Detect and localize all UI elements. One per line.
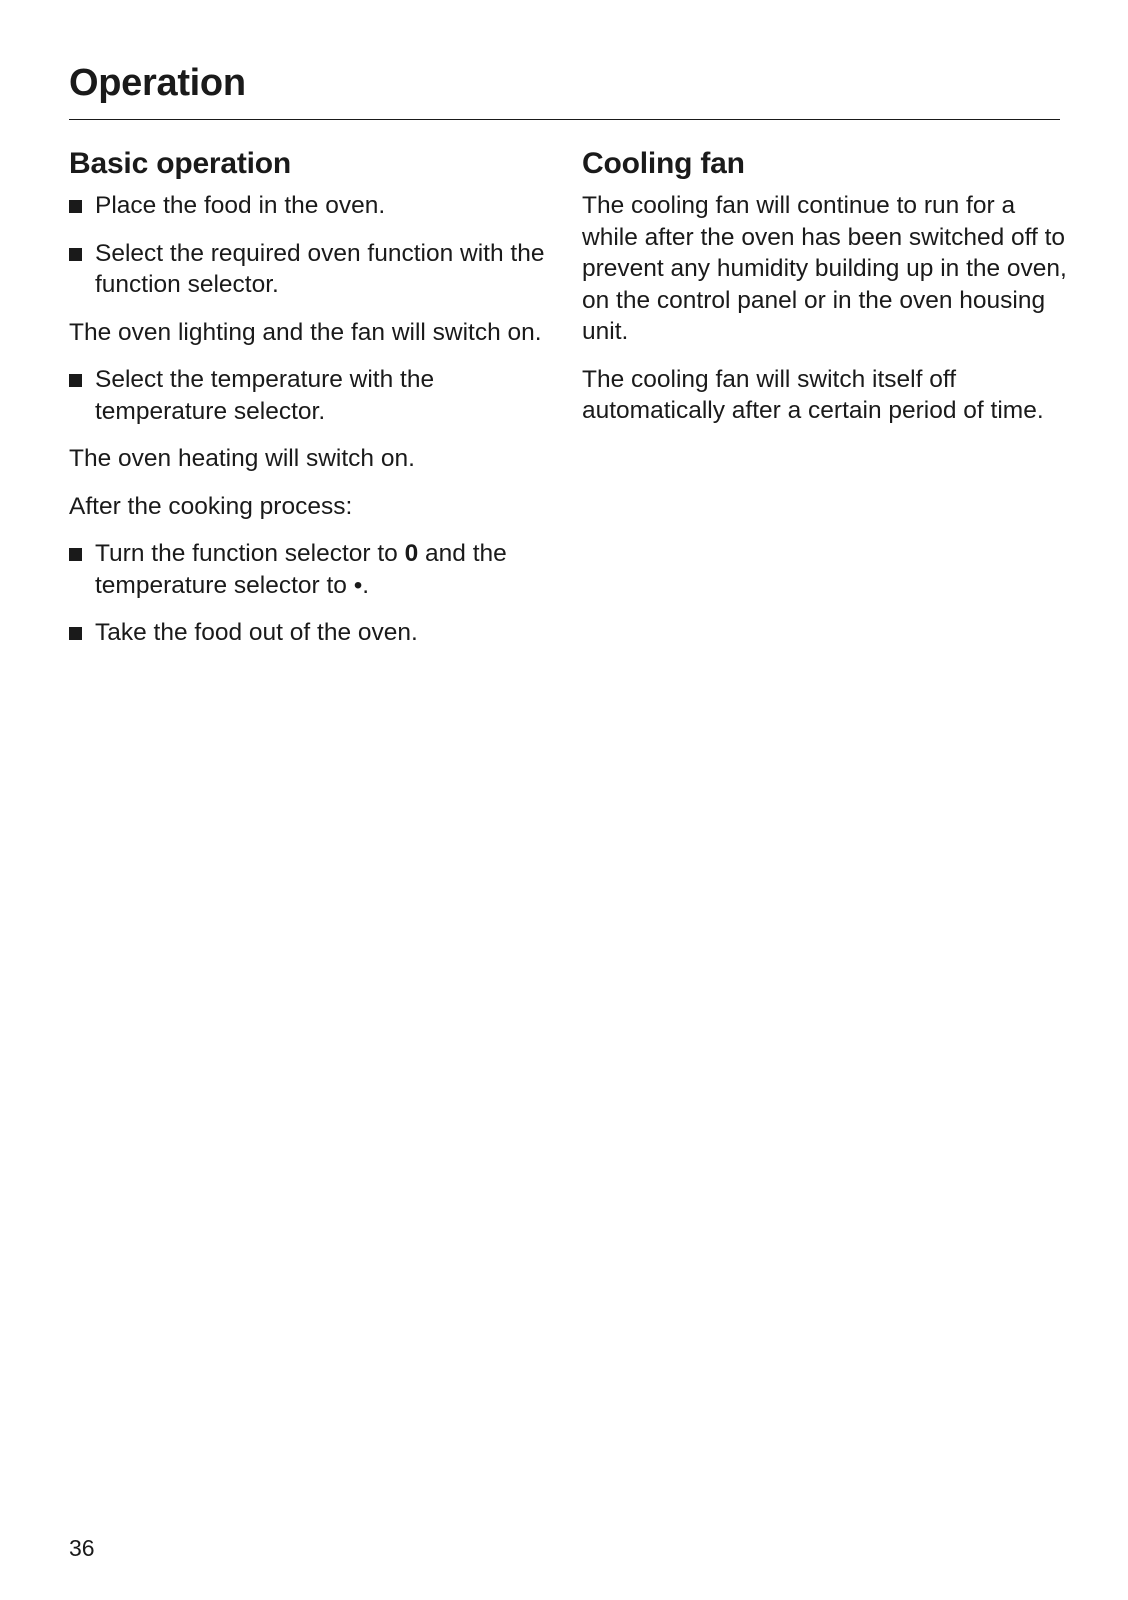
cooling-fan-section xyxy=(582,146,1072,443)
page-number: 36 xyxy=(69,1535,95,1561)
note-lighting-fan: The oven lighting and the fan will switch on. xyxy=(69,318,542,346)
step-text: Place the food in the oven. xyxy=(95,192,386,219)
square-bullet-icon xyxy=(69,627,82,640)
note-heating: The oven heating will switch on. xyxy=(69,445,415,472)
step-text: Select the temperature with the temperature selector. xyxy=(95,366,435,425)
basic-operation-heading: Basic operation xyxy=(69,147,292,180)
title-divider xyxy=(69,119,1060,120)
cooling-fan-paragraph-1: The cooling fan will continue to run for a while after the oven has been switched off to prevent any humidity building up in the oven, on the control panel or in the oven housing unit. xyxy=(582,192,1067,345)
after-cooking-label: After the cooking process: xyxy=(69,492,353,520)
cooling-fan-paragraph-2: The cooling fan will switch itself off automatically after a certain period of time. xyxy=(582,365,1044,424)
square-bullet-icon xyxy=(69,374,82,387)
step-take-food-out xyxy=(69,617,557,649)
step-text: Take the food out of the oven. xyxy=(95,619,418,646)
step-text xyxy=(95,540,507,599)
square-bullet-icon xyxy=(69,248,82,261)
zero-setting: 0 xyxy=(404,540,419,567)
step-text-before: Turn the function selector to xyxy=(95,540,405,567)
square-bullet-icon xyxy=(69,200,82,213)
step-select-function xyxy=(69,238,557,301)
step-text: Select the required oven function with the function selector. xyxy=(95,239,545,298)
cooling-fan-heading: Cooling fan xyxy=(582,147,745,180)
step-text-after: and the temperature selector to •. xyxy=(95,540,507,599)
page-title: Operation xyxy=(69,62,246,104)
square-bullet-icon xyxy=(69,548,82,561)
step-select-temperature xyxy=(69,364,557,427)
step-place-food xyxy=(69,190,557,222)
basic-operation-section xyxy=(69,146,557,665)
step-turn-selectors-off xyxy=(69,538,557,601)
